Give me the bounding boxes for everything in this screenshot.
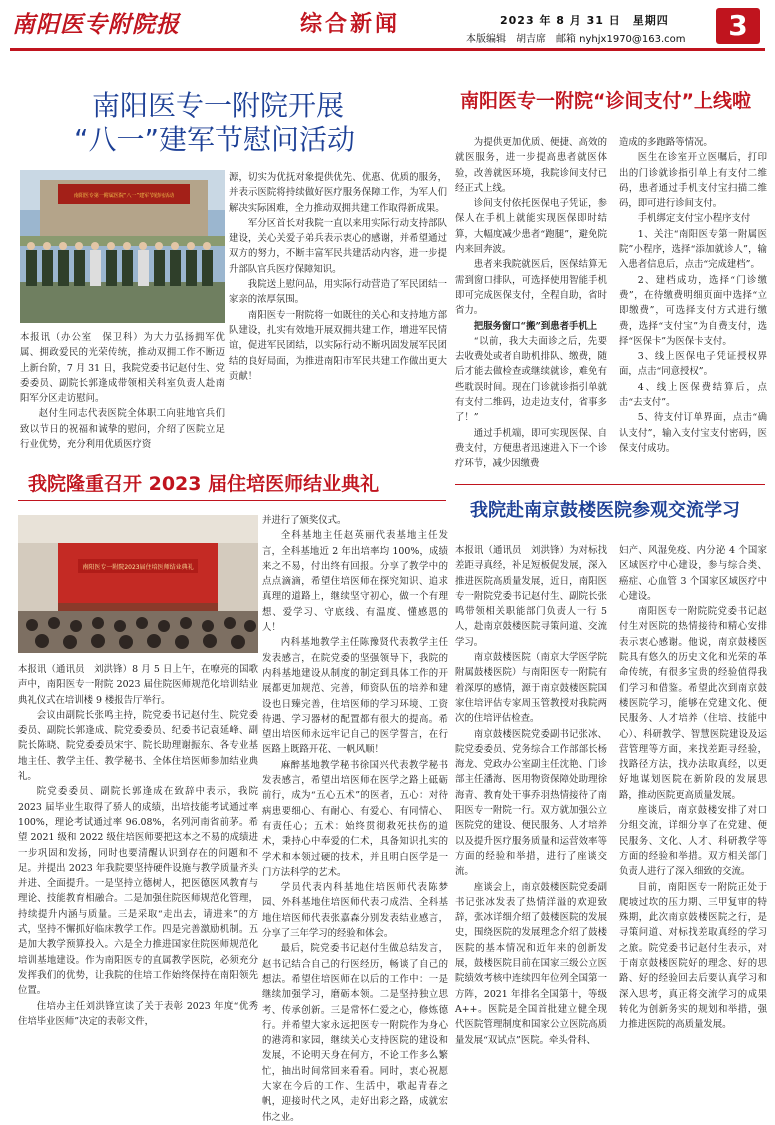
stage-banner-text: 南阳医专一附院2023届住培医师结业典礼 [82, 564, 194, 571]
article4-paragraph: 南京鼓楼医院党委副书记张冰、院党委委员、党务综合工作部部长杨海龙、党政办公室副主任沈艳、门诊部主任潘海、医用物资保障处助理徐海青、教育处干事乔羽热情接待了南阳医专一附院一行。双方就加强公立医院党的建设、便民服务、人才培养以及提升医疗服务质量和运营效率等方面的经验和举措，进行了座谈交流。 [455, 728, 607, 878]
article3-paragraph: 住培办主任刘洪锋宣读了关于表彰 2023 年度“优秀住培毕业医师”决定的表彰文件， [18, 1000, 258, 1027]
article1-paragraph: 本报讯（办公室 保卫科）为大力弘扬拥军优属、拥政爱民的光荣传统，推动双拥工作不断迈上新台阶，7 月 31 日，我院党委书记赵付生、党委委员、副院长郭逢成带领相关科室负责人赴南阳军分区走访慰问。 [20, 332, 225, 405]
article3-photo [18, 515, 258, 653]
article1-paragraph: 我院送上慰问品，用实际行动营造了军民团结一家亲的浓厚氛围。 [229, 279, 447, 306]
article3-paragraph: 并进行了颁奖仪式。 [262, 515, 347, 526]
article4-paragraph: 本报讯（通讯员 刘洪锋）为对标找差距寻真经，补足短板促发展，深入推进医院高质量发展，近日，南阳医专一附院党委书记赵付生、副院长张鸣带领相关职能部门负责人一行 5 人，赴南京鼓楼医院寻策问道、交流学习。 [455, 545, 607, 648]
article1-paragraph: 源，切实为优抚对象提供优先、优惠、优质的服务，并表示医院将持续做好医疗服务保障工作，为军人们解决实际困难，全力推动双拥共建工作取得新成果。 [229, 172, 447, 214]
article3-paragraph: 学员代表内科基地住培医师代表陈梦园、外科基地住培医师代表刁成浩、全科基地住培医师代表张嘉森分别发表结业感言，分享了三年学习的经验和体会。 [262, 882, 448, 940]
article4-column-1 [455, 543, 607, 1086]
article2-step: 1、关注“南阳医专第一附属医院”小程序，选择“添加就诊人”，输入患者信息后，点击“完成建档”。 [619, 228, 767, 271]
article1-photo [20, 170, 225, 323]
article3-column-1 [18, 662, 258, 1086]
article3-column-2 [262, 513, 448, 1123]
article4-paragraph: 座谈后，南京鼓楼安排了对口分组交流，详细分享了在党建、便民服务、文化、人才、科研教学等方面的经验和举措。双方相关部门负责人进行了深入细致的交流。 [619, 805, 767, 878]
article2-paragraph: 为提供更加优质、便捷、高效的就医服务，进一步提高患者就医体验，改善就医环境，我院诊间支付已经正式上线。 [455, 137, 607, 194]
article3-paragraph: 最后，院党委书记赵付生做总结发言，赵书记结合自己的行医经历，畅谈了自己的想法。希望住培医师在以后的工作中：一是继续加强学习，磨砺本领。二是坚持独立思考、传承创新。三是常怀仁爱之心，修炼德行。并希望大家永远把医专一附院作为身心的港湾和家园，继续关心支持医院的建设和发展，不论明天身在何方，不论工作多么繁忙，抽出时间常回来看看。同时，衷心祝愿大家在今后的工作、生活中，歌起青春之帆，迎接时代之风，走好出彩之路，成就宏伟之业。 [262, 943, 448, 1123]
article1-paragraph: 军分区首长对我院一直以来用实际行动支持部队建设，关心关爱子弟兵表示衷心的感谢，并希望通过双方的努力，不断丰富军民共建活动内容，进一步提升部队官兵医疗保障知识。 [229, 217, 447, 275]
page-number-badge: 3 [716, 8, 760, 44]
article4-title: 我院赴南京鼓楼医院参观交流学习 [470, 500, 740, 521]
article2-subheading: 把服务窗口“搬”到患者手机上 [473, 320, 598, 332]
article1-title-line2: “八一”建军节慰问活动 [74, 123, 356, 156]
article1-paragraph: 赵付生同志代表医院全体职工向驻地官兵们致以节日的祝福和诚挚的慰问，介绍了医院立足行业优势，充分利用优质医疗资 [20, 408, 225, 451]
article4-paragraph: 座谈会上，南京鼓楼医院党委副书记张冰发表了热情洋溢的欢迎致辞，张冰详细介绍了鼓楼医院的发展史，围绕医院的发展理念介绍了鼓楼医院的基本情况和近年来的创新发展，鼓楼医院目前在国家三级公立医院绩效考核中连续四年位列全国第一方阵，2021 年排名全国第十，等级 A++。医院是全国首批建立健全现代医院管理制度和国家公立医院高质量发展“双试点”医院。牵头骨科、 [455, 881, 607, 1046]
article3-title-rule [18, 500, 446, 501]
graduation-ceremony-photo [18, 515, 258, 653]
article2-paragraph: “以前，我大夫面诊之后，先要去收费处或者自助机排队、缴费，随后才能去做检查或继续就诊，难免有些耽误时间。现在门诊就诊指引单就有支付二维码，边走边支付，省事多了！” [455, 335, 607, 424]
article4-top-rule [455, 484, 765, 485]
article1-title-line1: 南阳医专一附院开展 [92, 89, 345, 122]
article2-column-2 [619, 135, 767, 475]
article2-column-1 [455, 135, 607, 475]
newspaper-logo: 南阳医专附院报 [12, 11, 180, 38]
article2-step: 3、线上医保电子凭证授权界面，点击“同意授权”。 [619, 351, 767, 378]
article3-paragraph: 本报讯（通讯员 刘洪锋）8 月 5 日上午，在嘹亮的国歌声中，南阳医专一附院 2023 届住院医师规范化培训结业典礼仪式在培训楼 9 楼报告厅举行。 [18, 664, 258, 706]
masthead-rule [10, 48, 765, 51]
article2-step: 5、待支付订单界面，点击“确认支付”，输入支付宝支付密码，医保支付成功。 [619, 412, 767, 454]
article3-paragraph: 会议由副院长张鸣主持，院党委书记赵付生、院党委委员、副院长郭逢成、院党委委员、纪委书记袁延峰、副院长陈晓、院党委委员宋宇、院长助理谢振东、各专业基地主任、教学主任、教学秘书、全体住培医师参加结业典礼。 [18, 709, 258, 783]
article2-step: 4、线上医保费结算后，点击“去支付”。 [619, 381, 767, 409]
article3-paragraph: 内科基地教学主任陈豫贤代表教学主任发表感言，在院党委的坚强领导下，我院的内科基地建设从制度的制定到具体工作的开展都更加规范、完善，师资队伍的培养和建设也日臻完善，住培医师的学习环境、工资待遇、学习器材的配置都有很大的提高。希望出培医师永远牢记自己的医学誓言，在行医路上既路开花、一帆风顺！ [262, 637, 448, 756]
article2-paragraph: 医生在诊室开立医嘱后，打印出的门诊就诊指引单上有支付二维码，患者通过手机支付宝扫描二维码，即可进行诊间支付。 [619, 152, 767, 210]
article2-paragraph: 通过手机端，即可实现医保、自费支付，方便患者迅速进入下一个诊疗环节，减少因缴费 [455, 427, 607, 470]
article3-paragraph: 麻醉基地教学秘书徐国兴代表教学秘书发表感言，希望出培医师在医学之路上砥砺前行，成为“五心五术”的医者，五心：对待病患要细心、有耐心、有爱心、有同情心、有责任心；五术：始终贯彻救死扶伤的道术，秉持心中奉爱的仁术，具备知识扎实的学术和本领过硬的技术，并且明白医学是一门方法科学的艺术。 [262, 759, 448, 878]
article3-paragraph: 全科基地主任赵英丽代表基地主任发言，全科基地近 2 年出培率均 100%，成绩来之不易，付出终有回报。分享了教学中的点点滴滴，希望住培医师在探究知识、追求真理的道路上，继续坚守初心，做一个有理想、爱学习、守底线、有温度、懂感恩的人！ [262, 530, 448, 634]
article1-paragraph: 南阳医专一附院将一如既往的关心和支持地方部队建设，扎实有效地开展双拥共建工作，增进军民情谊，促进军民团结，以实际行动不断巩固发展军民团结的良好局面，为推进南阳市军民共建工作做出更大贡献！ [229, 309, 447, 382]
photo-banner-text: 南阳医专第一附属医院“八一”建军节慰问活动 [73, 193, 175, 199]
article4-paragraph: 妇产、风湿免疫、内分泌 4 个国家区域医疗中心建设，参与综合类、癌症、心血管 3 个国家区域医疗中心建设。 [619, 545, 767, 602]
article3-paragraph: 院党委委员、副院长郭逢成在致辞中表示，我院 2023 届毕业生取得了骄人的成绩，出培技能考试通过率 100%，理论考试通过率 96.08%，名列河南省前茅。希望 2021 级和 2022 级住培医师要把这本之不易的成绩进一步巩固和发扬，同时也要清醒认识到存在的问题和不足。并提出 2023 年我院要坚持硬件设施与教学质量齐头并进、全面提升。一是坚持立德树人，把医德医风教育与理论、技能教育相融合。二是加强住院医师规范化管理，持续提升内涵与质量。三是采取“走出去，请进来”的方式，坚持不懈抓好临床教学工作。四是完善激励机制。五是加大教学预算投入。六是全力推进国家住院医师规范化培训基地建设。作为南阳医专的直属教学医院，必须充分发挥我们的优势，让我院的住培工作始终保持在南阳领先位置。 [18, 786, 258, 997]
section-title: 综合新闻 [300, 12, 401, 37]
article4-paragraph: 南阳医专一附院院党委书记赵付生对医院的热情接待和精心安排表示衷心感谢。他说，南京鼓楼医院具有悠久的历史文化和光荣的革命传统，有很多宝贵的经验值得我们学习和借鉴。希望此次到南京鼓楼医院学习，能够在党建文化、便民服务、人才培养（住培、技能中心）、科研教学、智慧医院建设及运营管理等方面，来找差距寻经验，找路径方法，找办法取真经，以更好地谋划医院在新阶段的发展思路，推动医院更高质量发展。 [619, 606, 767, 801]
article2-step: 2、建档成功，选择“门诊缴费”，在待缴费明细页面中选择“立即缴费”，可选择支付方式进行缴费，选择“支付宝”为自费支付，选择“医保卡”为医保卡支付。 [619, 274, 767, 347]
article2-paragraph: 造成的多跑路等情况。 [619, 137, 713, 148]
article2-paragraph: 患者来我院就医后，医保结算无需到窗口排队，可选择使用智能手机即可完成医保支付，全程自助，省时省力。 [455, 259, 607, 317]
article4-column-2 [619, 543, 767, 1086]
article1-column-2 [229, 170, 447, 458]
article2-subheading: 手机绑定支付宝小程序支付 [637, 213, 751, 225]
article2-title: 南阳医专一附院“诊间支付”上线啦 [460, 90, 751, 112]
issue-date: 2023 年 8 月 31 日 星期四 [500, 14, 669, 27]
article4-paragraph: 目前，南阳医专一附院正处于爬坡过坎的压力期、三甲复审的特殊期，此次南京鼓楼医院之行，是寻策问道、对标找差取真经的学习之旅。院党委书记赵付生表示，对于南京鼓楼医院好的理念、好的思路、好的经验回去后要认真学习和深入思考，真正将交流学习的成果转化为创新务实的规划和举措，强力推进医院的高质量发展。 [619, 881, 767, 1031]
article4-paragraph: 南京鼓楼医院（南京大学医学院附属鼓楼医院）与南阳医专一附院有着深厚的感情，源于南京鼓楼医院国家住培评估专家周玉管教授对我院两次的住培评估检查。 [455, 652, 607, 725]
editor-info: 本版编辑 胡吉席 邮箱 nyhjx1970@163.com [466, 34, 686, 45]
article1-column-1 [20, 330, 225, 458]
military-visit-photo [20, 170, 225, 323]
article3-title: 我院隆重召开 2023 届住培医师结业典礼 [28, 473, 380, 495]
article2-paragraph: 诊间支付依托医保电子凭证，参保人在手机上就能实现医保即时结算，大幅度减少患者“跑腿”，避免院内来回奔波。 [455, 198, 607, 256]
